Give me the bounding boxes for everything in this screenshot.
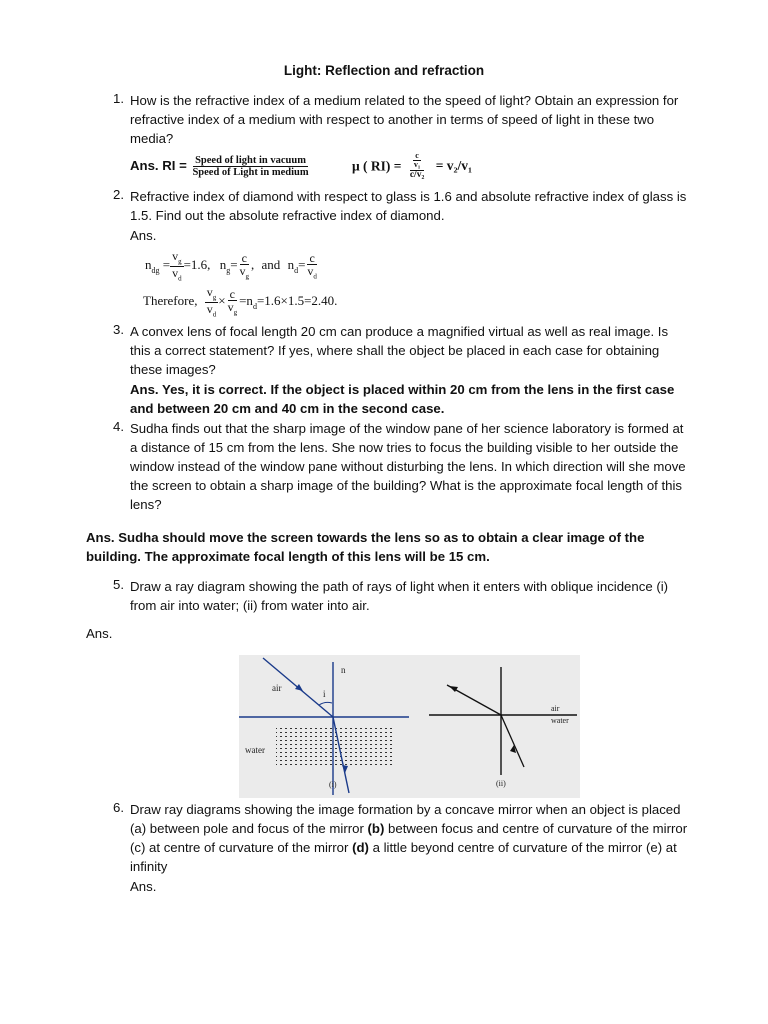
q3-answer: Ans. Yes, it is correct. If the object is placed within 20 cm from the lens in the first case and between 20 cm and 40 cm in the second case. xyxy=(130,382,675,416)
g-subscript: g xyxy=(245,272,250,281)
vd-symbol: v xyxy=(307,264,314,279)
q1-mu-v1: v₁ xyxy=(413,160,421,170)
q6-part-a: (a) xyxy=(130,821,147,836)
vg-symbol: v xyxy=(172,249,179,263)
page-title: Light: Reflection and refraction xyxy=(283,63,485,78)
q6-part-c: (c) xyxy=(130,840,146,855)
vd-symbol: v xyxy=(206,301,213,316)
q4-number: 4. xyxy=(113,419,124,434)
and-word: and xyxy=(261,257,281,273)
q2-equation-2: Therefore, $\frac{v_g}{v_d}$ × $\frac{c}{v_g}$ $=n_d=1.6\times 1.5=2.40$. xyxy=(143,285,338,319)
angle-i-label: i xyxy=(323,689,326,699)
q6-number: 6. xyxy=(113,800,124,815)
g-subscript: g xyxy=(178,257,182,266)
d-subscript: d xyxy=(313,272,317,281)
q6-answer-label: Ans. xyxy=(130,879,157,894)
q5-number: 5. xyxy=(113,577,124,592)
dg-subscript: dg xyxy=(151,265,160,275)
q6-part-a-text: between pole and focus of the mirror xyxy=(146,821,368,836)
q1-result: = v₂/v₁ xyxy=(435,158,473,174)
q6-part-e-text: at infinity xyxy=(130,840,677,874)
normal-label: n xyxy=(341,665,346,675)
therefore-label: Therefore, xyxy=(143,293,198,309)
q4-answer: Ans. Sudha should move the screen towards the lens so as to obtain a clear image of the building. The approximate focal length of this lens will be 15 cm. xyxy=(86,530,645,564)
q6-part-d-text: a little beyond centre of curvature of the mirror xyxy=(368,840,646,855)
q6-intro: Draw ray diagrams showing the image formation by a concave mirror when an object is placed xyxy=(130,802,681,817)
vg-symbol: v xyxy=(239,264,246,279)
q2-text: Refractive index of diamond with respect to glass is 1.6 and absolute refractive index of glass is 1.5. Find out the absolute refractive index of diamond. xyxy=(130,189,687,223)
q6-part-d: (d) xyxy=(352,840,369,855)
ratio-value: =1.6, xyxy=(183,257,211,273)
d-subscript: d xyxy=(212,310,217,319)
angle-arc-1 xyxy=(319,702,332,705)
g-subscript: g xyxy=(226,265,231,275)
nd-result: =n xyxy=(239,293,253,309)
vd-symbol: v xyxy=(172,265,179,280)
q1-text: How is the refractive index of a medium related to the speed of light? Obtain an expression for refractive index of a medium with respect to another in terms of speed of light in these two media? xyxy=(130,93,679,146)
q5-text: Draw a ray diagram showing the path of rays of light when it enters with oblique incidence (i) from air into water; (ii) from water into air. xyxy=(130,579,669,613)
ray-diagram-svg xyxy=(239,655,580,798)
q2-answer-label: Ans. xyxy=(130,228,157,243)
q1-mu-label: μ ( RI) = xyxy=(352,158,402,174)
refracted-arrow-1 xyxy=(342,765,348,773)
c-symbol: c xyxy=(229,286,235,301)
q3-number: 3. xyxy=(113,322,124,337)
q1-mu-c: c xyxy=(415,151,419,160)
q1-fraction-denominator: Speed of Light in medium xyxy=(192,167,309,179)
d-subscript: d xyxy=(294,265,299,275)
q2-equation-1: $n_{dg}$ = $\frac{v_g}{v_d}$ =1.6, $n_g=$ $\frac{c}{v_g}$ , and $n_d=$ $\frac{c}{v_d}$ xyxy=(145,249,317,283)
incident-arrow-1 xyxy=(295,684,303,691)
q1-number: 1. xyxy=(113,91,124,106)
q4-text: Sudha finds out that the sharp image of the window pane of her science laboratory is formed at a distance of 15 cm from the lens. She now tries to focus the building visible to her outside the window instead of the window pane without disturbing the lens. In which direction will she move the screen to obtain a sharp image of the building? What is the approximate focal length of this lens? xyxy=(130,421,686,512)
nd-value: =1.6×1.5=2.40. xyxy=(256,293,338,309)
air-label-2: air xyxy=(551,704,560,713)
d-subscript: d xyxy=(252,301,257,311)
q1-fraction-numerator: Speed of light in vacuum xyxy=(195,155,306,166)
c-symbol: c xyxy=(309,250,315,265)
water-label-2: water xyxy=(551,716,569,725)
q1-answer-formula xyxy=(130,155,311,178)
nd-symbol: n xyxy=(287,257,295,273)
ng-symbol: n xyxy=(219,257,227,273)
water-region xyxy=(276,725,393,765)
incident-ray-2 xyxy=(501,715,524,767)
q6-part-b: (b) xyxy=(367,821,385,836)
q6-part-e: (e) xyxy=(646,840,663,855)
d-subscript: d xyxy=(178,274,182,283)
g-subscript: g xyxy=(233,308,238,317)
q6-part-b-text: between focus and centre of curvature of the mirror xyxy=(384,821,688,836)
caption-ii: (ii) xyxy=(496,779,506,788)
g-subscript: g xyxy=(212,293,217,302)
q1-mu-denominator: c/v₂ xyxy=(409,169,425,180)
refraction-ray-diagram xyxy=(239,655,580,798)
q1-mu-formula xyxy=(352,152,472,181)
q6-text xyxy=(130,800,690,876)
vg-symbol: v xyxy=(206,285,213,299)
c-symbol: c xyxy=(241,250,247,265)
vg-symbol: v xyxy=(227,300,234,315)
air-label-1: air xyxy=(272,683,282,693)
n-symbol: n xyxy=(145,257,152,273)
q3-text: A convex lens of focal length 20 cm can produce a magnified virtual as well as real image. Is this a correct statement? If yes, where shall the object be placed in each case for obtaining these images? xyxy=(130,324,669,377)
q2-number: 2. xyxy=(113,187,124,202)
water-label-1: water xyxy=(245,745,265,755)
caption-i: (i) xyxy=(329,780,337,789)
q6-part-c-text: at centre of curvature of the mirror xyxy=(145,840,353,855)
q5-answer-label: Ans. xyxy=(86,626,113,641)
q1-answer-label: Ans. RI = xyxy=(130,158,187,173)
